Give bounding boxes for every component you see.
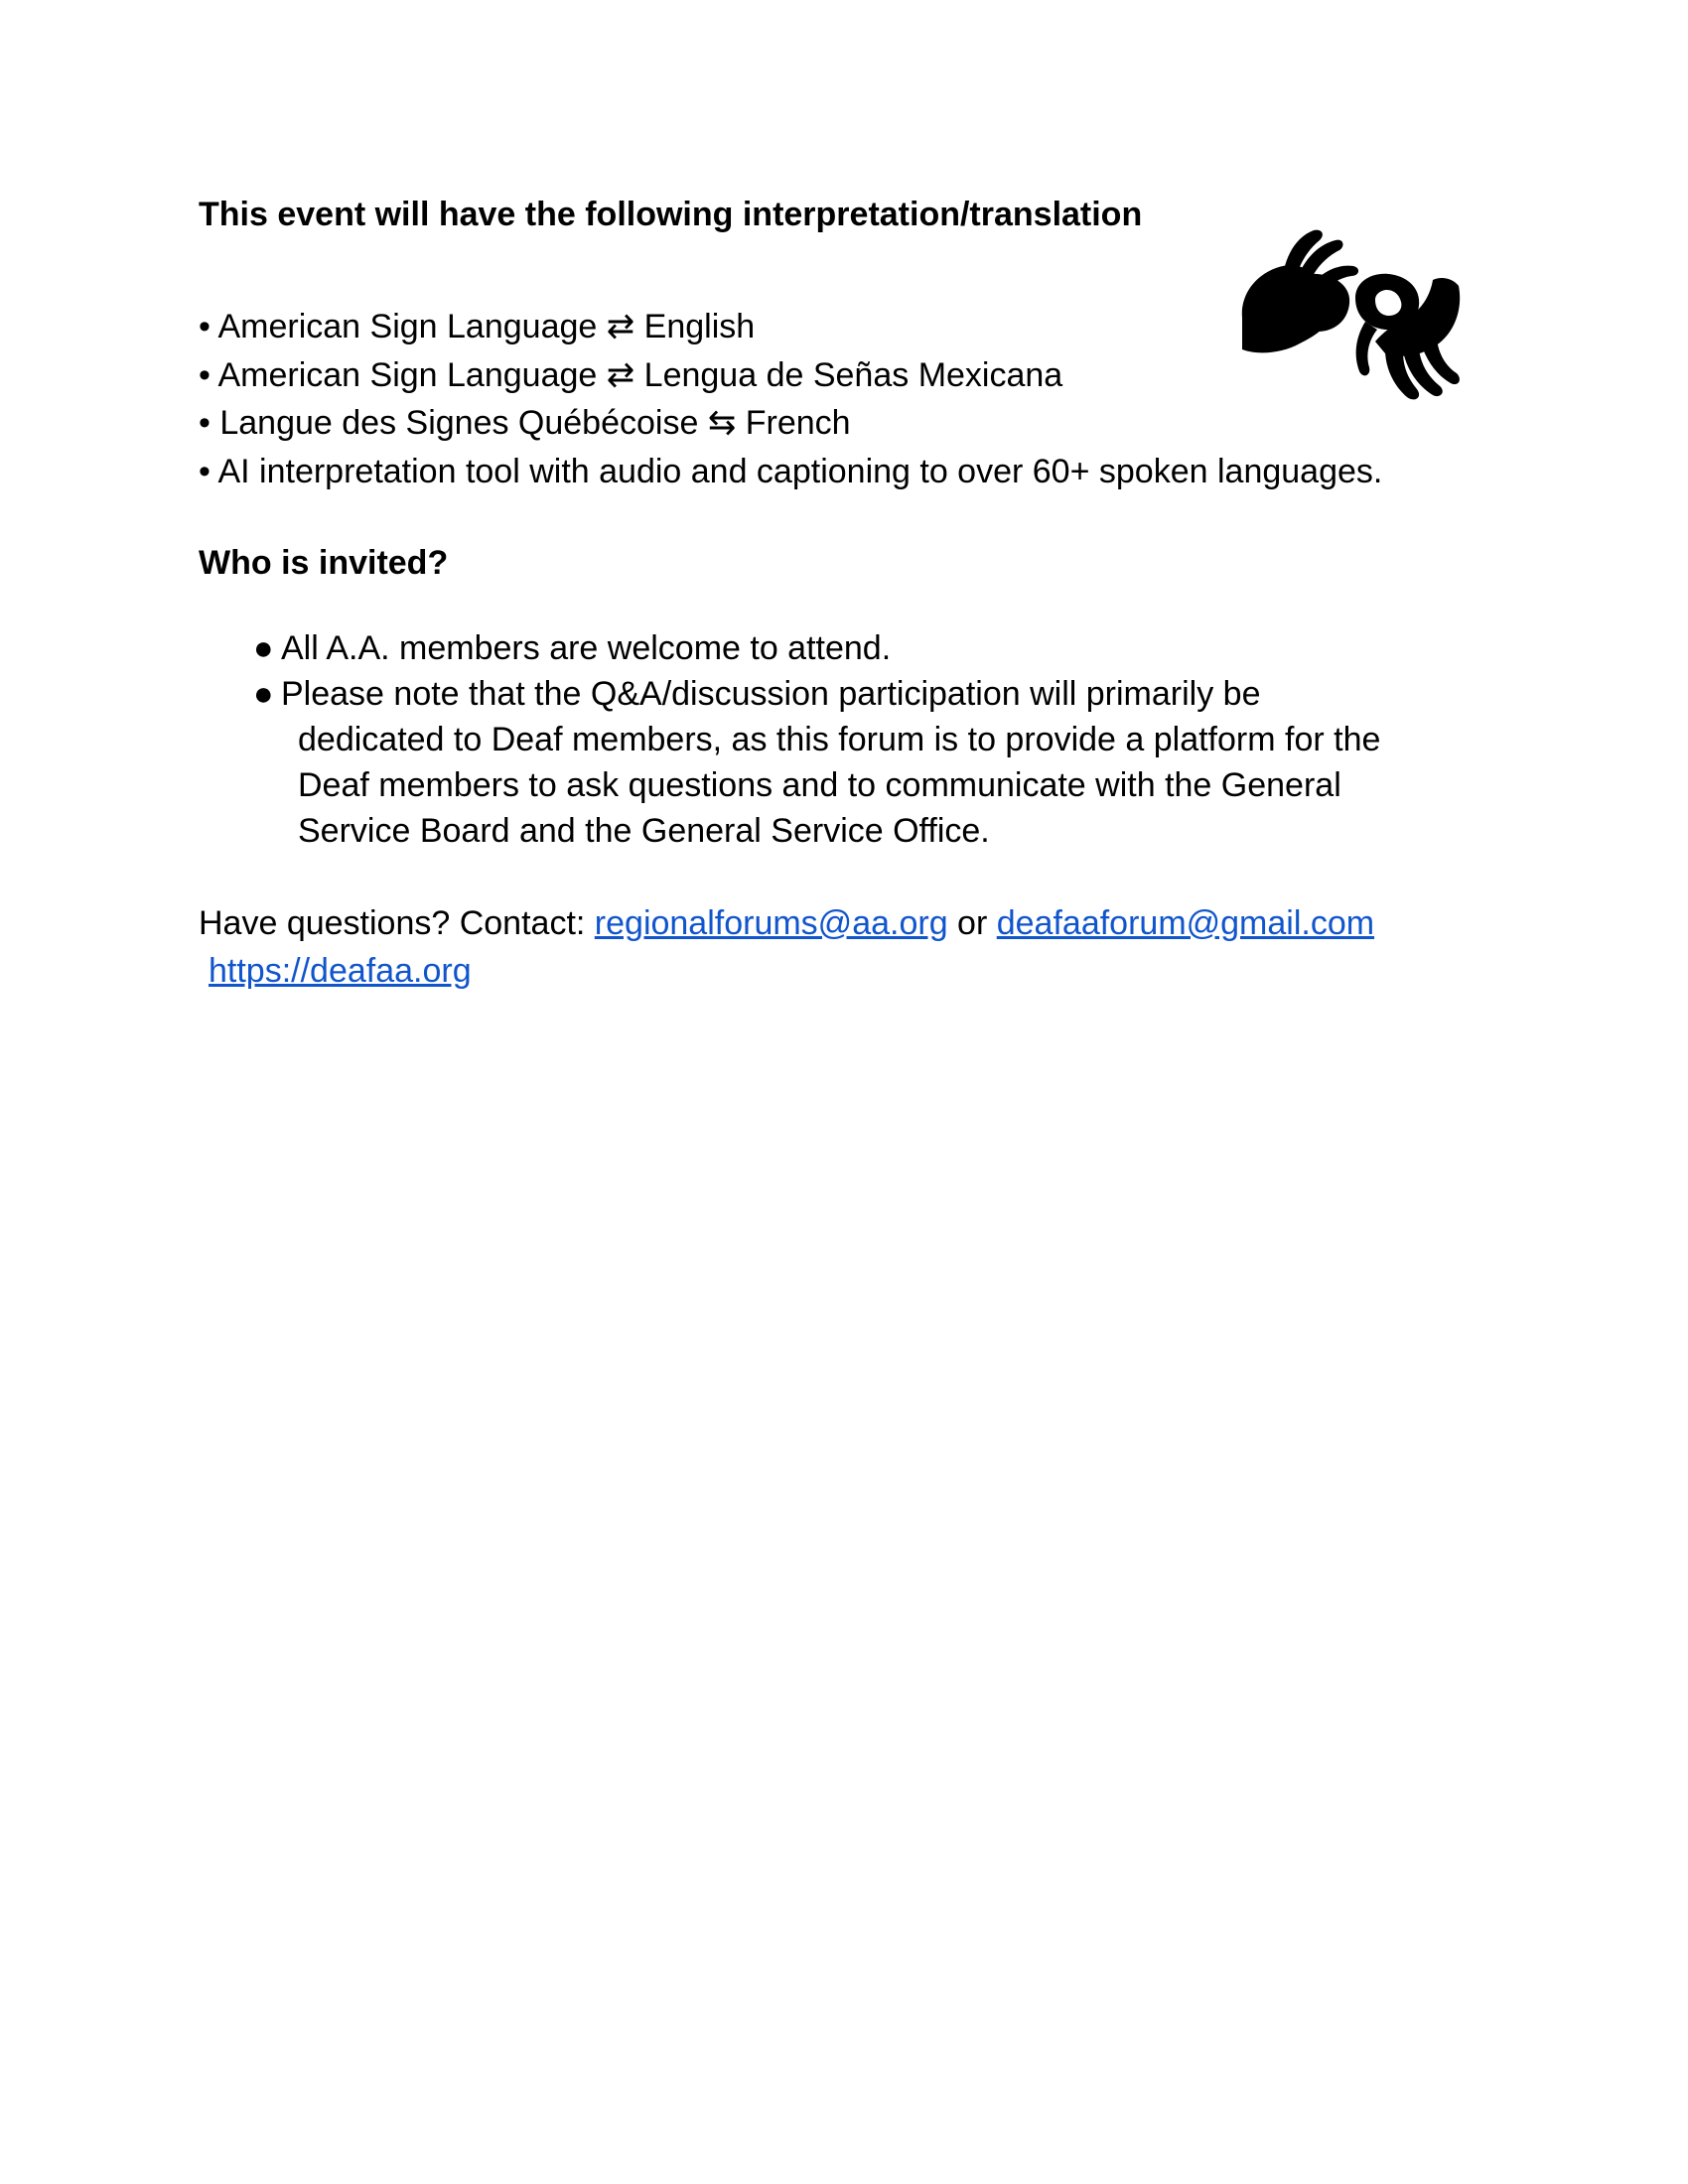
contact-prefix: Have questions? Contact: bbox=[199, 904, 595, 942]
email-link-regionalforums[interactable]: regionalforums@aa.org bbox=[594, 904, 948, 942]
invited-item-text: All A.A. members are welcome to attend. bbox=[281, 629, 892, 667]
interpretation-list bbox=[199, 303, 1382, 495]
list-item: • American Sign Language ⇄ Lengua de Señas Mexicana bbox=[199, 355, 1063, 394]
interpretation-heading: This event will have the following interpretation/translation bbox=[199, 196, 1143, 233]
website-link[interactable]: https://deafaa.org bbox=[209, 952, 472, 990]
invited-item-continuation: dedicated to Deaf members, as this forum is to provide a platform for the bbox=[298, 721, 1381, 758]
bullet-icon: ● bbox=[253, 675, 274, 713]
list-item: • American Sign Language ⇄ English bbox=[199, 308, 756, 345]
invited-heading: Who is invited? bbox=[199, 544, 449, 582]
invited-list bbox=[253, 625, 1475, 854]
email-link-deafaaforum[interactable]: deafaaforum@gmail.com bbox=[996, 904, 1375, 942]
invited-item-text: Please note that the Q&A/discussion participation will primarily be bbox=[281, 675, 1261, 713]
bullet-icon: ● bbox=[253, 629, 274, 667]
invited-item-continuation: Service Board and the General Service Office. bbox=[298, 812, 990, 850]
list-item: • Langue des Signes Québécoise ⇆ French bbox=[199, 404, 851, 442]
contact-paragraph bbox=[199, 899, 1374, 995]
list-item bbox=[253, 625, 1475, 671]
invited-item-continuation: Deaf members to ask questions and to communicate with the General bbox=[298, 766, 1341, 804]
contact-joiner: or bbox=[947, 904, 997, 942]
list-item bbox=[253, 671, 1475, 854]
list-item: • AI interpretation tool with audio and captioning to over 60+ spoken languages. bbox=[199, 452, 1383, 490]
url-line bbox=[199, 947, 1374, 995]
